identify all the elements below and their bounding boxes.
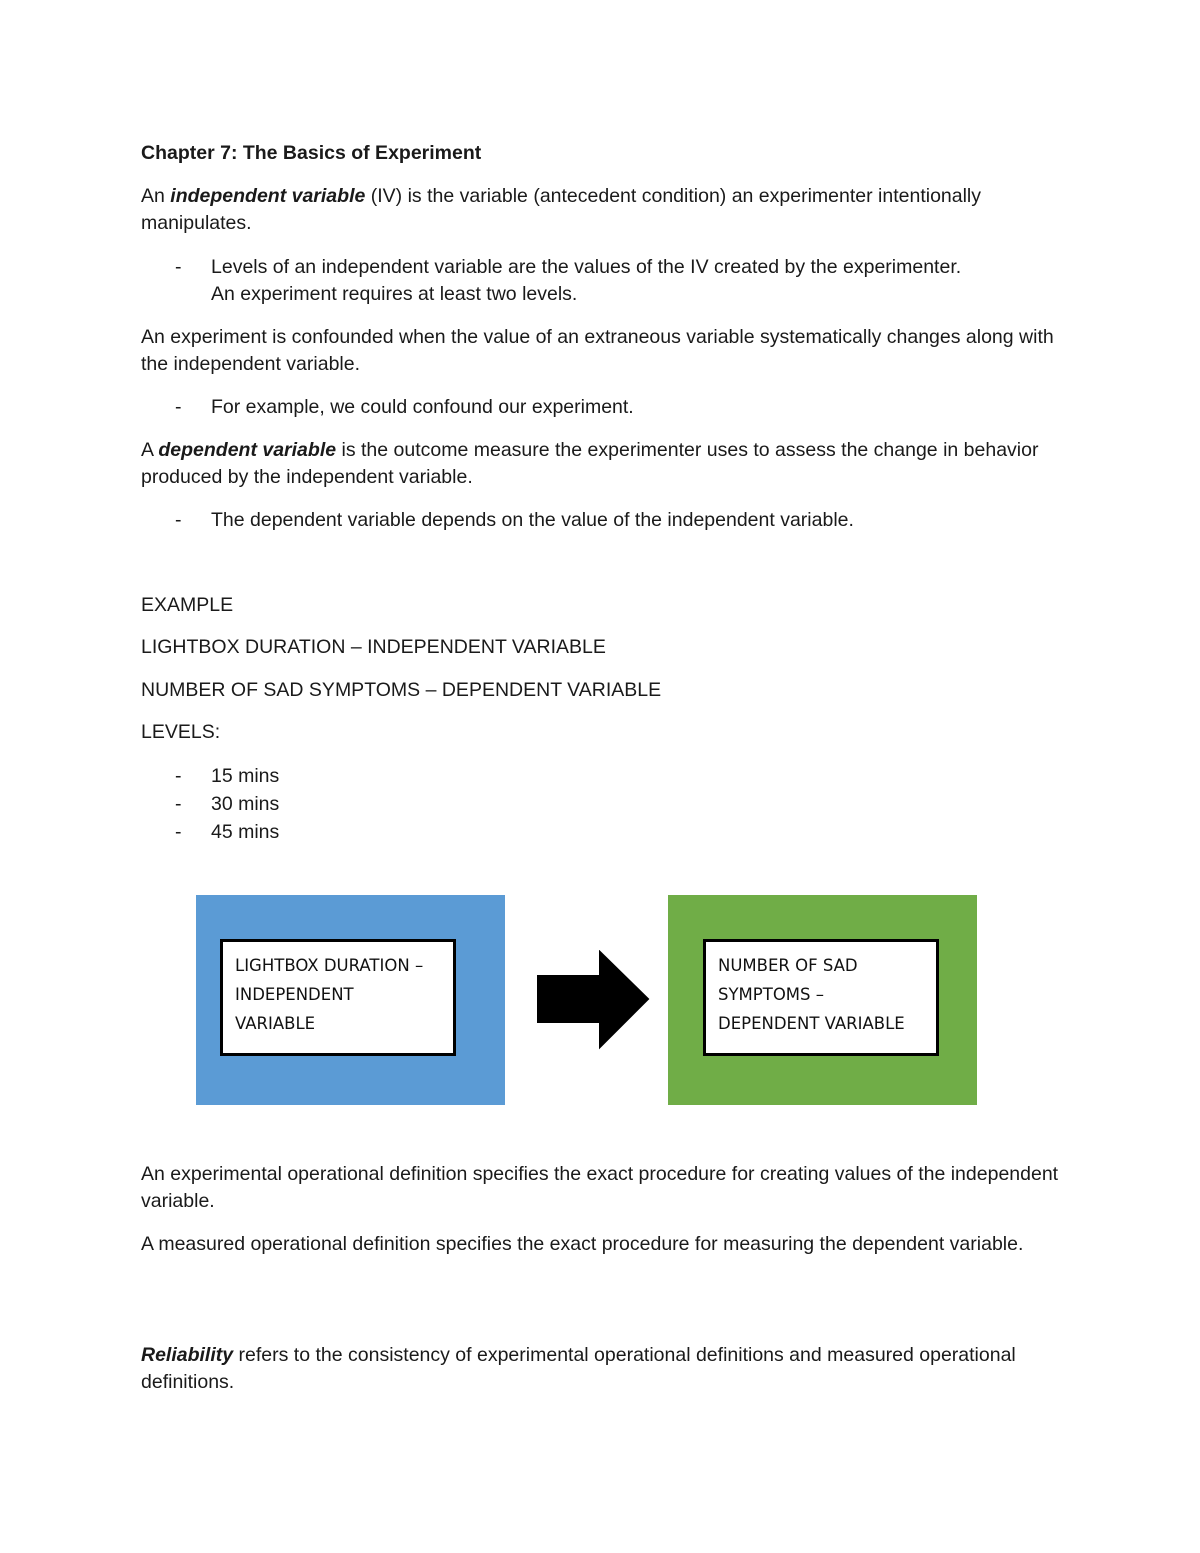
bullet-dash: - <box>175 793 182 815</box>
bullet-dash: - <box>175 765 182 787</box>
right-arrow-icon <box>536 950 650 1050</box>
term-reliability: Reliability <box>141 1344 234 1366</box>
paragraph-reliability: Reliability refers to the consistency of experimental operational definitions and measured operational definitions. <box>141 1344 1016 1393</box>
example-dv-line: NUMBER OF SAD SYMPTOMS – DEPENDENT VARIABLE <box>141 679 662 701</box>
dependent-variable-box <box>668 895 977 1105</box>
levels-heading: LEVELS: <box>141 721 221 743</box>
document-page: Chapter 7: The Basics of Experiment An independent variable (IV) is the variable (antecedent condition) an experimenter intentionally manipulates. - Levels of an independent variable are the values of the IV created by the experimenter. An experiment requires at least two levels. An experiment is confounded when the value of an extraneous variable systematically changes along with the independent variable. - For example, we could confound our experiment. A dependent variable is the outcome measure the experimenter uses to assess the change in behavior produced by the independent variable. - The dependent variable depends on the value of the independent variable. EXAMPLE LIGHTBOX DURATION – INDEPENDENT VARIABLE NUMBER OF SAD SYMPTOMS – DEPENDENT VARIABLE LEVELS: - 15 mins - 30 mins - 45 mins LIGHTBOX DURATION – INDEPENDENT VARIABLE NUMBER OF SAD SYMPTOMS – DEPENDENT VARIABLE An experimental operational definition specifies the exact procedure for creating values of the independent variable. A measured operational definition specifies the exact procedure for measuring the dependent variable. Reliability refers to the consistency of experimental operational definitions and measured operational definitions. <box>0 0 1200 1553</box>
paragraph-independent-variable: An independent variable (IV) is the variable (antecedent condition) an experimenter intentionally manipulates. <box>141 185 982 234</box>
term-independent-variable: independent variable <box>170 185 366 207</box>
dependent-variable-label-box: NUMBER OF SAD SYMPTOMS – DEPENDENT VARIABLE <box>703 939 939 1056</box>
independent-variable-box <box>196 895 505 1105</box>
paragraph-confounded: An experiment is confounded when the value of an extraneous variable systematically changes along with the independent variable. <box>141 326 1054 375</box>
bullet-dash: - <box>175 509 182 531</box>
paragraph-dependent-variable: A dependent variable is the outcome measure the experimenter uses to assess the change in behavior produced by the independent variable. <box>141 439 1039 488</box>
bullet-dash: - <box>175 396 182 418</box>
chapter-title: Chapter 7: The Basics of Experiment <box>141 142 482 164</box>
paragraph-experimental-definition: An experimental operational definition specifies the exact procedure for creating values of the independent variable. <box>141 1163 1059 1212</box>
independent-variable-label-box: LIGHTBOX DURATION – INDEPENDENT VARIABLE <box>220 939 456 1056</box>
paragraph-measured-definition: A measured operational definition specifies the exact procedure for measuring the dependent variable. <box>141 1233 1024 1255</box>
term-dependent-variable: dependent variable <box>158 439 337 461</box>
example-iv-line: LIGHTBOX DURATION – INDEPENDENT VARIABLE <box>141 636 606 658</box>
bullet-dash: - <box>175 256 182 278</box>
bullet-dash: - <box>175 821 182 843</box>
example-heading: EXAMPLE <box>141 594 234 616</box>
